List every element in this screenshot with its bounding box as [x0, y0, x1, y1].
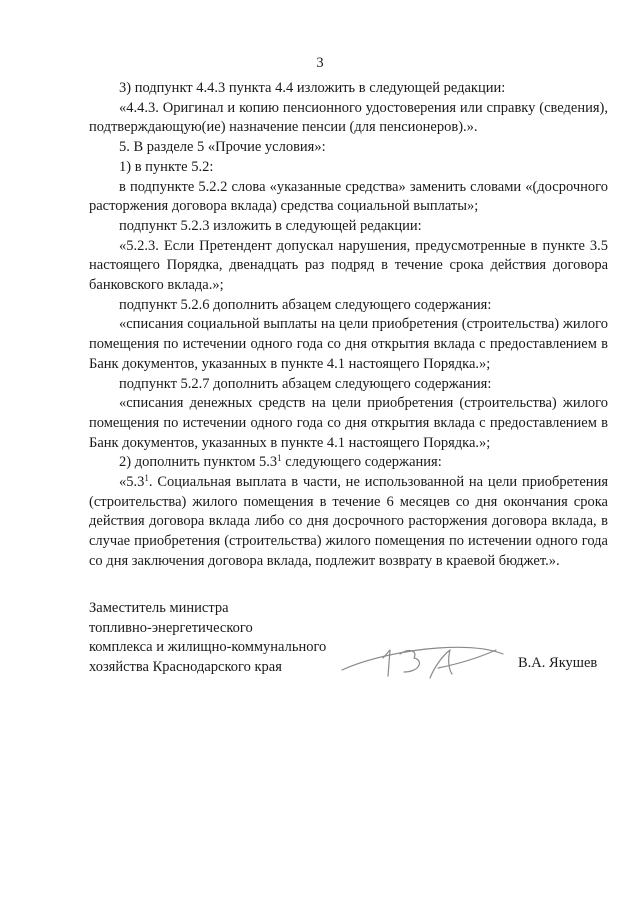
paragraph-point-5-2: 1) в пункте 5.2: — [119, 158, 214, 175]
paragraph-5-2-6-intro: подпункт 5.2.6 дополнить абзацем следующего содержания: — [119, 296, 492, 313]
paragraph-subpoint-3: 3) подпункт 4.4.3 пункта 4.4 изложить в следующей редакции: — [119, 80, 506, 96]
position-line: комплекса и жилищно-коммунального — [89, 639, 327, 656]
paragraph-add-5-3-1-post: следующего содержания: — [281, 454, 442, 471]
paragraph-section-5: 5. В разделе 5 «Прочие условия»: — [119, 139, 326, 156]
superscript: 1 — [144, 473, 149, 484]
signatory-position — [89, 599, 349, 678]
paragraph-5-2-3-intro: подпункт 5.2.3 изложить в следующей редакции: — [119, 217, 422, 234]
document-body — [89, 79, 608, 572]
position-line: топливно-энергетического — [89, 619, 253, 636]
signer-name: В.А. Якушев — [518, 655, 598, 671]
page-number: 3 — [316, 55, 324, 71]
paragraph-5-3-1-pre: «5.3 — [119, 474, 145, 491]
paragraph-4-4-3-text: «4.4.3. Оригинал и копию пенсионного удостоверения или справку (сведения), подтверждающую(ие) назначение пенсии (для пенсионеров).». — [89, 99, 608, 136]
paragraph-add-5-3-1 — [89, 453, 608, 473]
paragraph-add-5-3-1-pre: 2) дополнить пунктом 5.3 — [119, 454, 278, 471]
paragraph-5-2-6-text: «списания социальной выплаты на цели приобретения (строительства) жилого помещения по истечении одного года со дня открытия вклада с предоставлением в Банк документов, указанных в пункте 4.1 настоящего Порядка.»; — [89, 316, 608, 372]
paragraph-5-2-3-text: «5.2.3. Если Претендент допускал нарушения, предусмотренные в пункте 3.5 настоящего Порядка, двенадцать раз подряд в течение срока действия договора банковского вклада.»; — [89, 237, 608, 294]
position-line: хозяйства Краснодарского края — [89, 659, 282, 676]
paragraph-5-3-1-text — [89, 473, 608, 572]
paragraph-5-2-7-text: «списания денежных средств на цели приобретения (строительства) жилого помещения по истечении одного года со дня открытия вклада с предоставлением в Банк документов, указанных в пункте 4.1 настоящего Порядка.»; — [89, 395, 608, 451]
paragraph-5-2-2: в подпункте 5.2.2 слова «указанные средства» заменить словами «(досрочного расторжения договора вклада) средства социальной выплаты»; — [89, 178, 608, 215]
superscript: 1 — [277, 453, 282, 464]
handwritten-signature — [338, 628, 508, 688]
paragraph-5-2-7-intro: подпункт 5.2.7 дополнить абзацем следующего содержания: — [119, 375, 492, 392]
position-line: Заместитель министра — [89, 600, 229, 616]
paragraph-5-3-1-post: . Социальная выплата в части, не использованной на цели приобретения (строительства) жилого помещения в течение 6 месяцев со дня окончания срока действия договора вклада либо со дня досрочного расторжения договора вклада, в случае приобретения (строительства) жилого помещения по истечении одного года со дня заключения договора вклада, подлежит возврату в краевой бюджет.». — [89, 474, 608, 569]
